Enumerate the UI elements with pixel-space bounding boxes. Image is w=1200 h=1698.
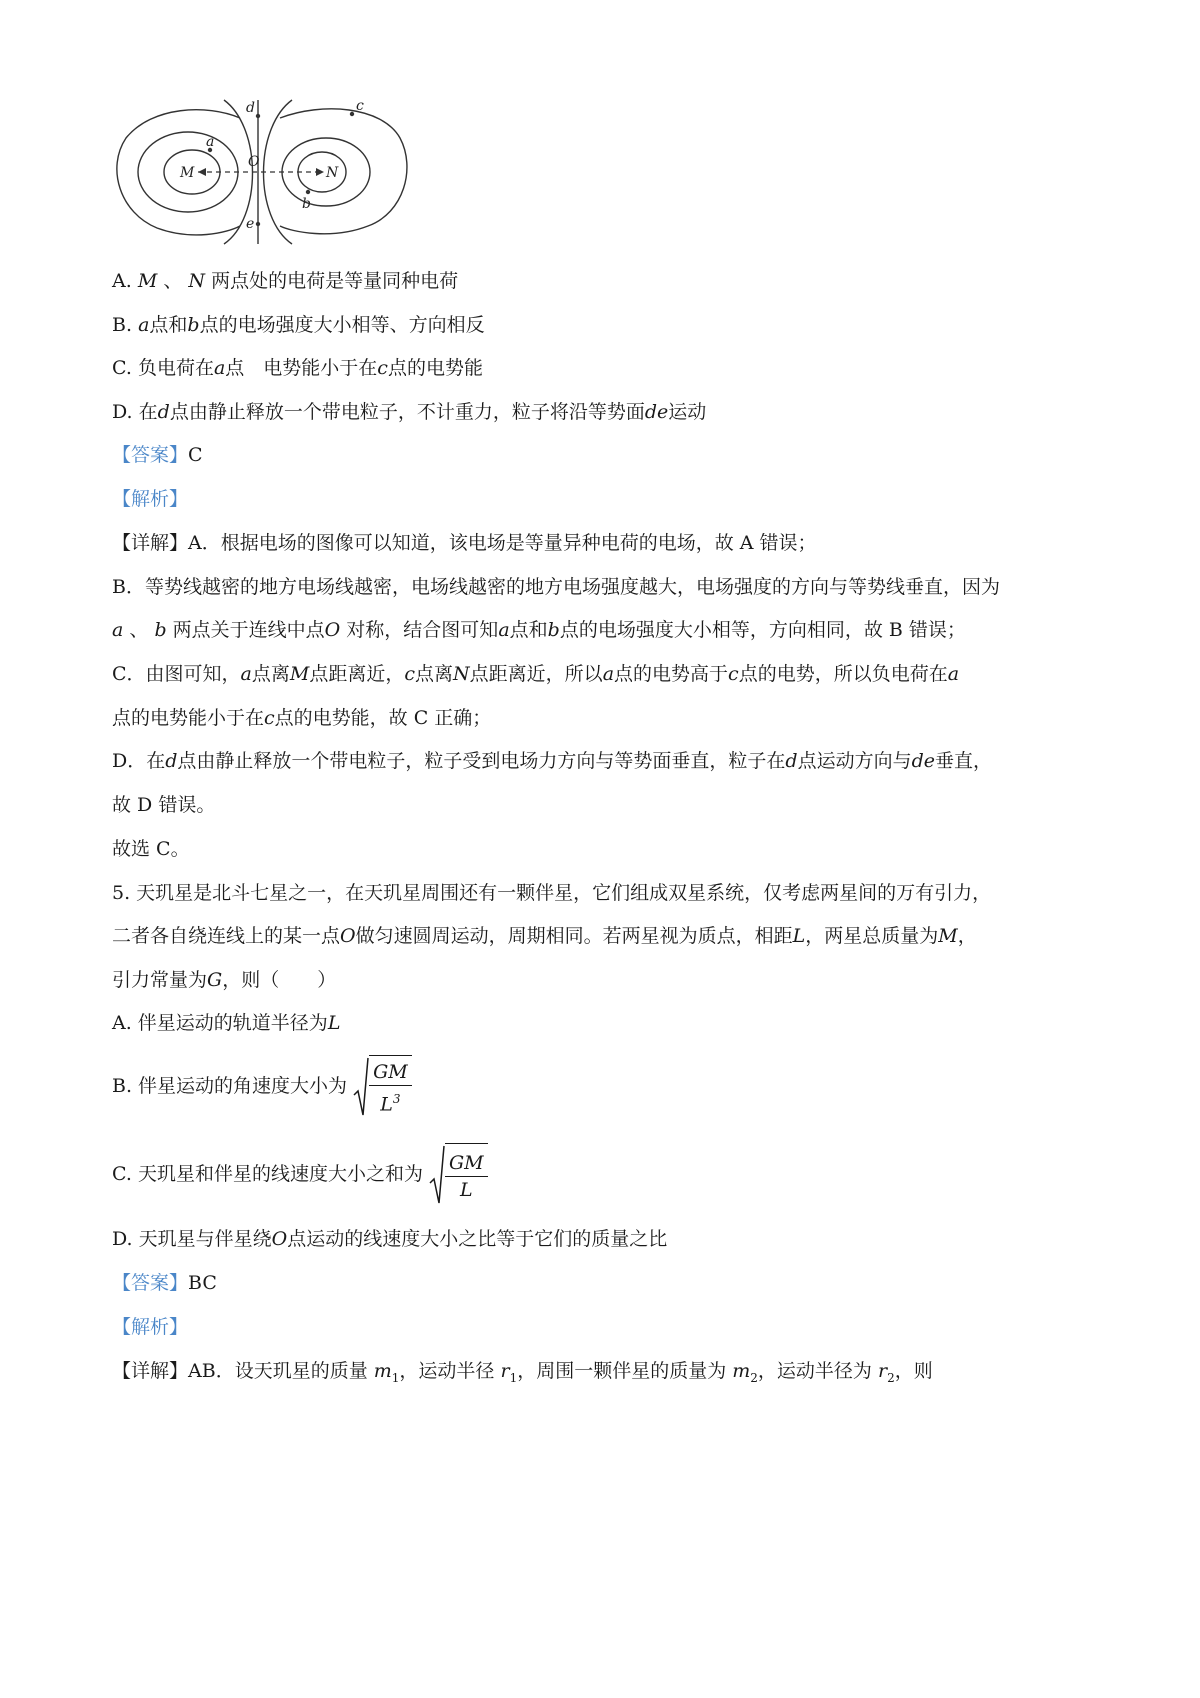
sqrt-gm-over-l3 bbox=[353, 1055, 412, 1120]
q4-option-c: C. 负电荷在a点 电势能小于在c点的电势能 bbox=[112, 357, 483, 379]
q4-detail-d1: D．在d点由静止释放一个带电粒子，粒子受到电场力方向与等势面垂直，粒子在d点运动方向与de垂直， bbox=[112, 750, 993, 772]
label-d: d bbox=[246, 100, 255, 116]
point-e bbox=[256, 222, 260, 226]
fraction-gm-l3: $\frac{GM}{L^3}$ bbox=[369, 1059, 412, 1117]
left-outer-loop bbox=[117, 110, 240, 235]
q4-answer: 【答案】C bbox=[112, 444, 203, 466]
q5-answer: 【答案】BC bbox=[112, 1272, 217, 1294]
label-e: e bbox=[246, 216, 255, 232]
q4-option-b: B. a点和b点的电场强度大小相等、方向相反 bbox=[112, 314, 485, 336]
sqrt-gm-over-l bbox=[429, 1143, 488, 1208]
right-outer-loop bbox=[280, 109, 407, 234]
q5-option-b: B. 伴星运动的角速度大小为 $\frac{GM}{L^3}$ bbox=[112, 1054, 412, 1118]
q4-analysis-label: 【解析】 bbox=[112, 488, 189, 510]
q4-detail-c2: 点的电势能小于在c点的电势能，故 C 正确； bbox=[112, 707, 492, 729]
label-b: b bbox=[302, 196, 311, 212]
q5-option-a: A. 伴星运动的轨道半径为L bbox=[112, 1012, 341, 1034]
q4-option-d: D. 在d点由静止释放一个带电粒子，不计重力，粒子将沿等势面de运动 bbox=[112, 401, 707, 423]
q4-option-a: A. M 、 N 两点处的电荷是等量同种电荷 bbox=[112, 270, 459, 292]
fraction-gm-l: $\frac{GM}{L}$ bbox=[445, 1150, 488, 1203]
radical-sign-icon bbox=[429, 1145, 445, 1205]
q5-option-d: D. 天玑星与伴星绕O点运动的线速度大小之比等于它们的质量之比 bbox=[112, 1228, 668, 1250]
q4-detail-b1: B．等势线越密的地方电场线越密，电场线越密的地方电场强度越大，电场强度的方向与等势线垂直，因为 bbox=[112, 576, 1000, 598]
q4-detail-c1: C．由图可知，a点离M点距离近，c点离N点距离近，所以a点的电势高于c点的电势，所以负电荷在a bbox=[112, 663, 960, 685]
arrow-to-N bbox=[316, 168, 324, 176]
label-N: N bbox=[326, 165, 339, 181]
q5-stem-3: 引力常量为G，则（ ） bbox=[112, 969, 337, 991]
point-b bbox=[306, 190, 310, 194]
q4-detail-a: 【详解】A．根据电场的图像可以知道，该电场是等量异种电荷的电场，故 A 错误； bbox=[112, 532, 817, 554]
q5-detail-ab: 【详解】AB．设天玑星的质量 $m_1$，运动半径 $r_1$，周围一颗伴星的质量为 $m_2$，运动半径为 $r_2$，则 bbox=[112, 1360, 933, 1385]
radical-sign-icon bbox=[353, 1057, 369, 1117]
point-d bbox=[256, 114, 260, 118]
q5-option-c: C. 天玑星和伴星的线速度大小之和为 $\frac{GM}{L}$ bbox=[112, 1142, 488, 1206]
label-O: O bbox=[248, 154, 260, 170]
q4-detail-d2: 故 D 错误。 bbox=[112, 794, 216, 816]
point-c bbox=[350, 112, 354, 116]
equipotential-figure bbox=[112, 98, 412, 266]
q5-stem-1: 5. 天玑星是北斗七星之一，在天玑星周围还有一颗伴星，它们组成双星系统，仅考虑两星间的万有引力， bbox=[112, 882, 992, 904]
arrow-to-M bbox=[198, 168, 206, 176]
label-c: c bbox=[356, 98, 364, 114]
label-M: M bbox=[180, 165, 195, 181]
q4-conclusion: 故选 C。 bbox=[112, 838, 190, 860]
right-edge-arc bbox=[264, 100, 293, 244]
q5-stem-2: 二者各自绕连线上的某一点O做匀速圆周运动，周期相同。若两星视为质点，相距L，两星总质量为M， bbox=[112, 925, 977, 947]
q4-detail-b2: a 、 b 两点关于连线中点O 对称，结合图可知a点和b点的电场强度大小相等，方向相同，故 B 错误； bbox=[112, 619, 966, 641]
label-a: a bbox=[206, 134, 215, 150]
q5-analysis-label: 【解析】 bbox=[112, 1316, 189, 1338]
